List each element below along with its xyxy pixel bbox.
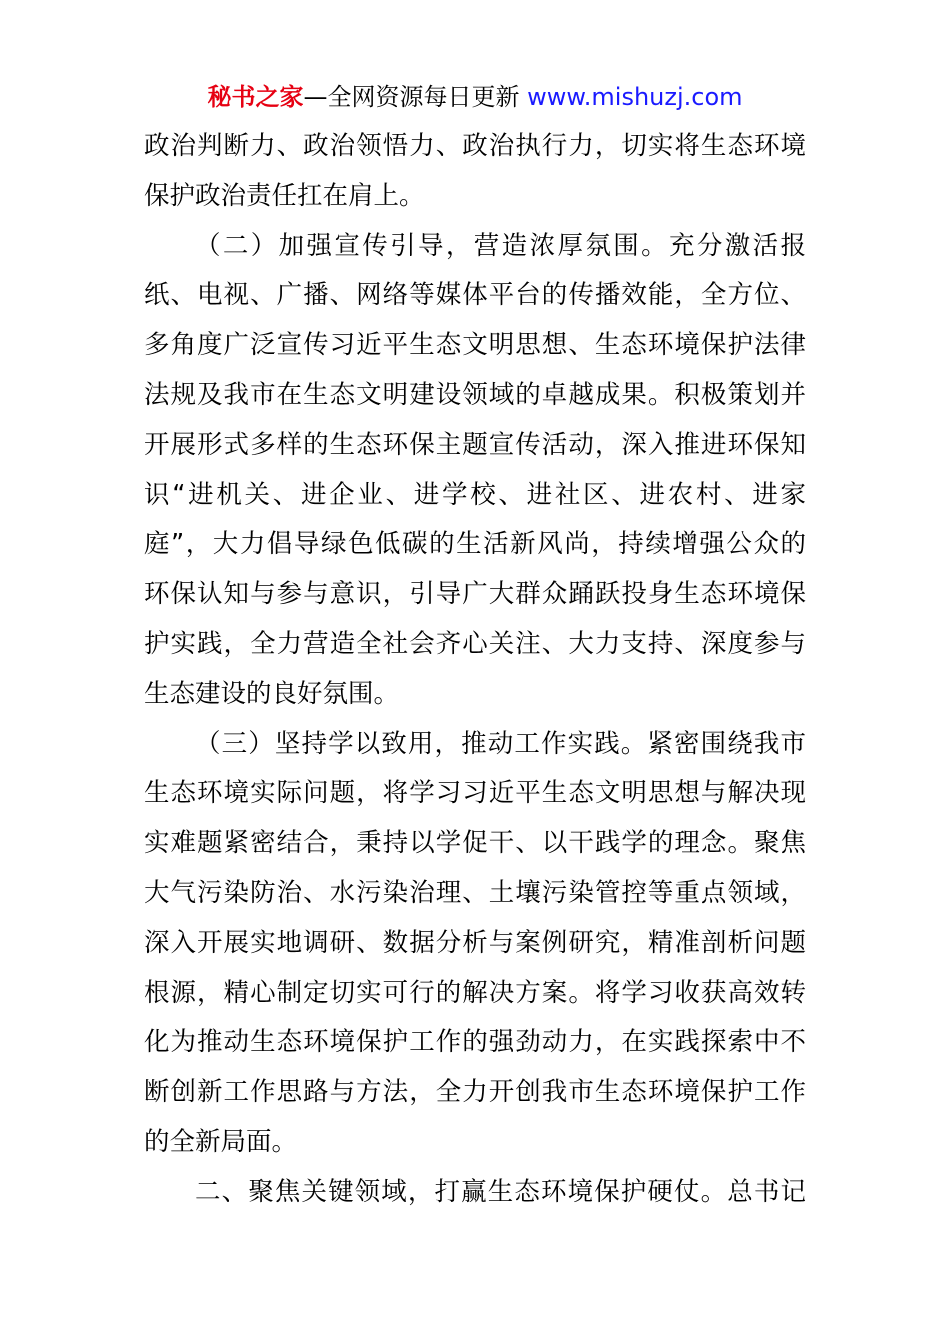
document-body [144, 122, 806, 1218]
text-line: 生态环境实际问题，将学习习近平生态文明思想与解决现 [144, 778, 806, 809]
text-line: 环保认知与参与意识，引导广大群众踊跃投身生态环境保 [144, 579, 806, 610]
text-line: 生态建设的良好氛围。 [144, 678, 400, 709]
text-line: 化为推动生态环境保护工作的强劲动力，在实践探索中不 [144, 1027, 806, 1058]
text-line: 纸、电视、广播、网络等媒体平台的传播效能，全方位、 [144, 280, 806, 311]
paragraph-heading-line: （三）坚持学以致用，推动工作实践。紧密围绕我市 [195, 728, 806, 759]
text-line: 政治判断力、政治领悟力、政治执行力，切实将生态环境 [144, 131, 806, 161]
site-url[interactable]: www.mishuzj.com [527, 83, 743, 111]
text-line: 护实践，全力营造全社会齐心关注、大力支持、深度参与 [144, 628, 806, 659]
text-line: 实难题紧密结合，秉持以学促干、以干践学的理念。聚焦 [144, 828, 806, 859]
text-line: 识“进机关、进企业、进学校、进社区、进农村、进家 [144, 479, 806, 510]
text-line: 庭”，大力倡导绿色低碳的生活新风尚，持续增强公众的 [144, 529, 806, 560]
section-heading-line: 二、聚焦关键领域，打赢生态环境保护硬仗。总书记 [195, 1176, 806, 1207]
text-line: 开展形式多样的生态环保主题宣传活动，深入推进环保知 [144, 429, 806, 460]
paragraph-heading-line: （二）加强宣传引导，营造浓厚氛围。充分激活报 [195, 230, 806, 261]
text-line: 法规及我市在生态文明建设领域的卓越成果。积极策划并 [144, 379, 806, 410]
brand-name: 秘书之家 [207, 83, 304, 111]
text-line: 断创新工作思路与方法，全力开创我市生态环境保护工作 [144, 1077, 806, 1108]
text-line: 根源，精心制定切实可行的解决方案。将学习收获高效转 [144, 977, 806, 1008]
text-line: 多角度广泛宣传习近平生态文明思想、生态环境保护法律 [144, 330, 806, 361]
header-tagline: —全网资源每日更新 [303, 83, 520, 111]
text-line: 大气污染防治、水污染治理、土壤污染管控等重点领域， [144, 877, 806, 908]
site-header [0, 80, 950, 114]
text-line: 保护政治责任扛在肩上。 [144, 180, 425, 211]
text-line: 深入开展实地调研、数据分析与案例研究，精准剖析问题 [144, 927, 806, 958]
text-line: 的全新局面。 [144, 1126, 298, 1157]
